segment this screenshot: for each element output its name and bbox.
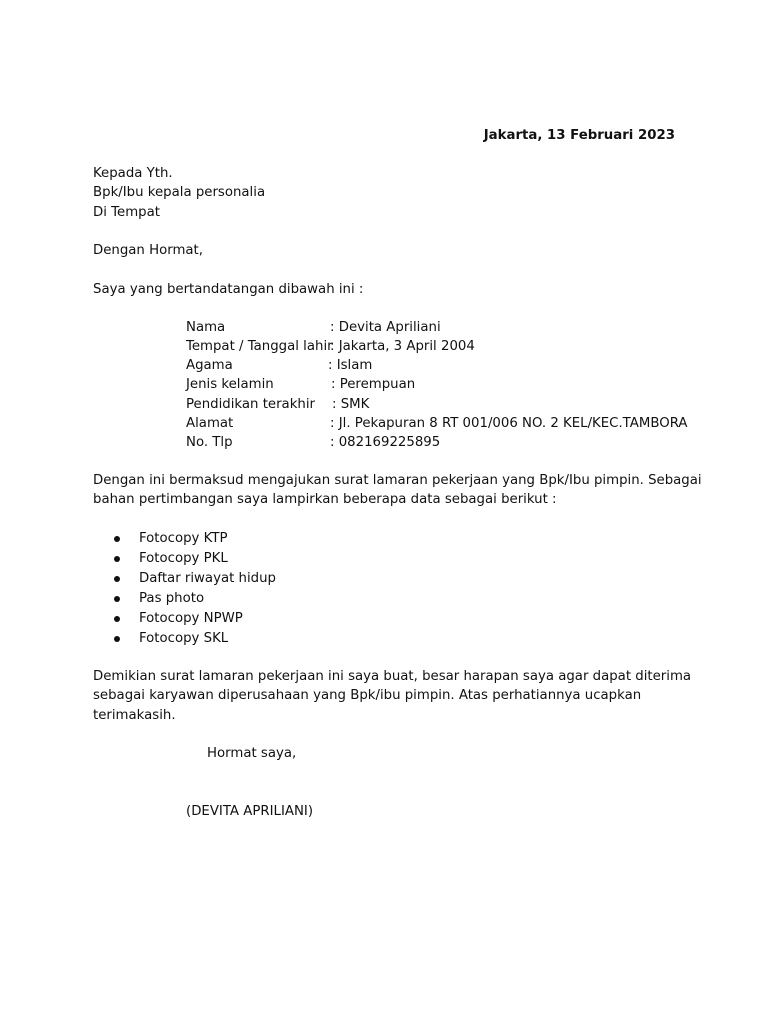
- bio-label: Agama: [186, 358, 233, 373]
- bio-value: : Islam: [328, 358, 373, 373]
- letter-date: Jakarta, 13 Februari 2023: [483, 128, 675, 143]
- bullet-icon: [114, 556, 120, 562]
- intro-line: Saya yang bertandatangan dibawah ini :: [93, 282, 364, 297]
- attachment-label: Fotocopy NPWP: [139, 611, 243, 626]
- bio-label: Tempat / Tanggal lahir: [186, 339, 333, 354]
- body-line-2: bahan pertimbangan saya lampirkan beberapa data sebagai berikut :: [93, 492, 557, 507]
- bio-value: : SMK: [332, 397, 370, 412]
- bullet-icon: [114, 616, 120, 622]
- bullet-icon: [114, 576, 120, 582]
- bio-label: Alamat: [186, 416, 234, 431]
- bio-label: Jenis kelamin: [186, 377, 274, 392]
- bullet-icon: [114, 536, 120, 542]
- recipient-line-1: Kepada Yth.: [93, 166, 173, 181]
- signature-name: (DEVITA APRILIANI): [186, 804, 314, 819]
- bio-label: Nama: [186, 320, 226, 335]
- attachment-label: Fotocopy KTP: [139, 531, 228, 546]
- attachment-label: Pas photo: [139, 591, 205, 606]
- attachment-label: Daftar riwayat hidup: [139, 571, 276, 586]
- salutation: Dengan Hormat,: [93, 243, 203, 258]
- bio-label: No. Tlp: [186, 435, 233, 450]
- bio-value: : 082169225895: [330, 435, 441, 450]
- bio-value: : Jakarta, 3 April 2004: [330, 339, 475, 354]
- closing-line-1: Demikian surat lamaran pekerjaan ini saya buat, besar harapan saya agar dapat diterima: [93, 669, 692, 684]
- bio-label: Pendidikan terakhir: [186, 397, 315, 412]
- closing-line-2: sebagai karyawan diperusahaan yang Bpk/ibu pimpin. Atas perhatiannya ucapkan: [93, 688, 642, 703]
- body-line-1: Dengan ini bermaksud mengajukan surat lamaran pekerjaan yang Bpk/Ibu pimpin. Sebagai: [93, 473, 702, 488]
- recipient-line-3: Di Tempat: [93, 205, 160, 220]
- closing-line-3: terimakasih.: [93, 708, 176, 723]
- bullet-icon: [114, 596, 120, 602]
- attachment-label: Fotocopy PKL: [139, 551, 228, 566]
- bio-value: : Jl. Pekapuran 8 RT 001/006 NO. 2 KEL/KEC.TAMBORA: [330, 416, 688, 431]
- bullet-icon: [114, 636, 120, 642]
- sign-off: Hormat saya,: [207, 746, 297, 761]
- attachment-label: Fotocopy SKL: [139, 631, 229, 646]
- bio-value: : Devita Apriliani: [330, 320, 441, 335]
- recipient-line-2: Bpk/Ibu kepala personalia: [93, 185, 266, 200]
- bio-value: : Perempuan: [331, 377, 416, 392]
